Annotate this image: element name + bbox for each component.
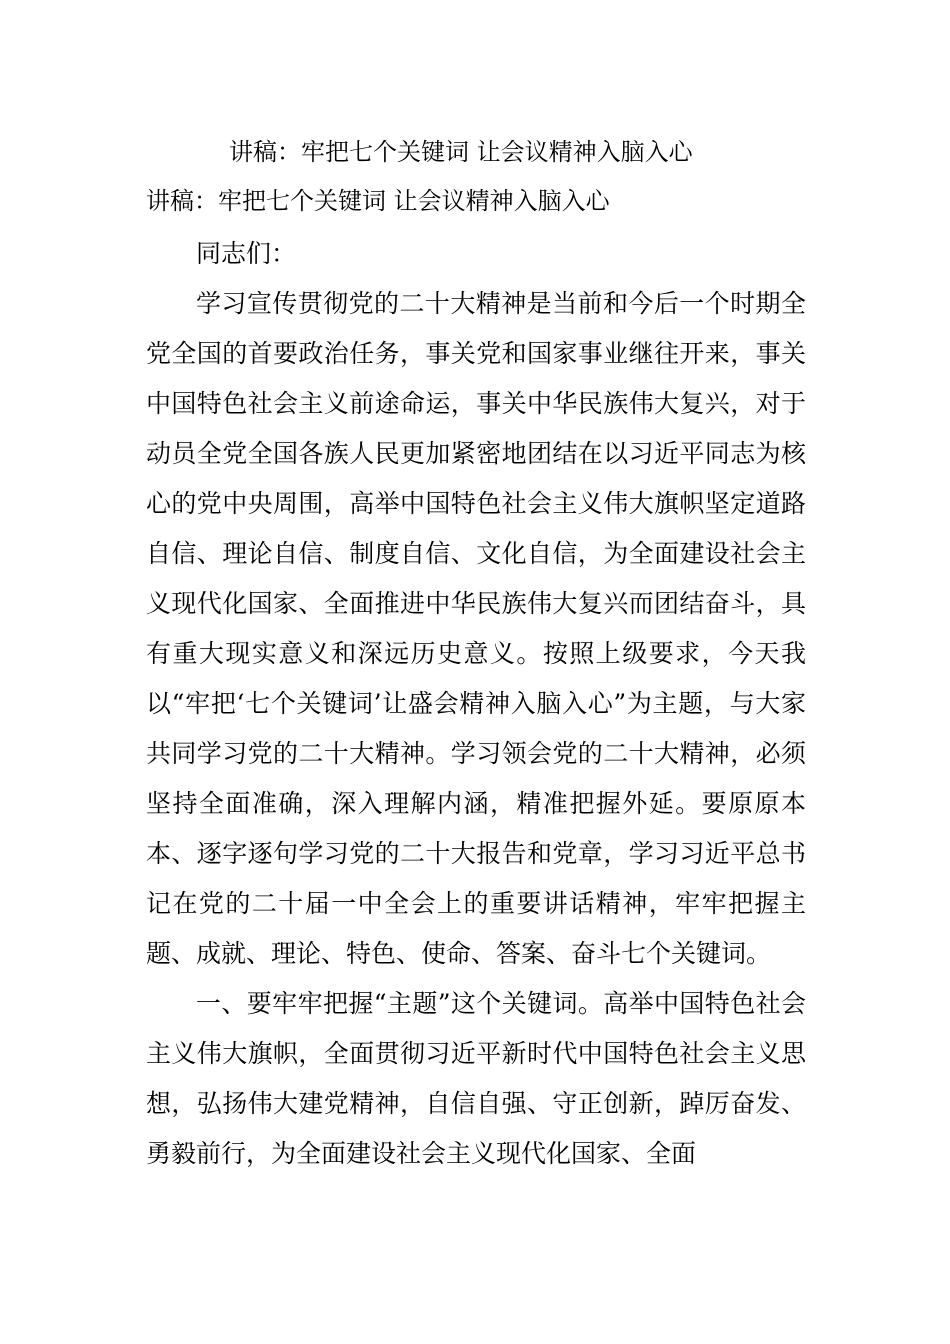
document-subtitle: 讲稿：牢把七个关键词 让会议精神入脑入心 <box>146 187 610 215</box>
document-title: 讲稿：牢把七个关键词 让会议精神入脑入心 <box>229 138 693 166</box>
salutation: 同志们： <box>196 239 297 268</box>
document-body <box>146 229 806 1179</box>
body-paragraph-1: 学习宣传贯彻党的二十大精神是当前和今后一个时期全党全国的首要政治任务，事关党和国家事业继往开来，事关中国特色社会主义前途命运，事关中华民族伟大复兴，对于动员全党全国各族人民更加紧密地团结在以习近平同志为核心的党中央周围，高举中国特色社会主义伟大旗帜坚定道路自信、理论自信、制度自信、文化自信，为全面建设社会主义现代化国家、全面推进中华民族伟大复兴而团结奋斗，具有重大现实意义和深远历史意义。按照上级要求，今天我以“牢把‘七个关键词’让盛会精神入脑入心”为主题，与大家共同学习党的二十大精神。学习领会党的二十大精神，必须坚持全面准确，深入理解内涵，精准把握外延。要原原本本、逐字逐句学习党的二十大报告和党章，学习习近平总书记在党的二十届一中全会上的重要讲话精神，牢牢把握主题、成就、理论、特色、使命、答案、奋斗七个关键词。 <box>146 289 806 968</box>
body-paragraph-2: 一、要牢牢把握“主题”这个关键词。高举中国特色社会主义伟大旗帜，全面贯彻习近平新时代中国特色社会主义思想，弘扬伟大建党精神，自信自强、守正创新，踔厉奋发、勇毅前行，为全面建设社会主义现代化国家、全面 <box>146 989 806 1168</box>
